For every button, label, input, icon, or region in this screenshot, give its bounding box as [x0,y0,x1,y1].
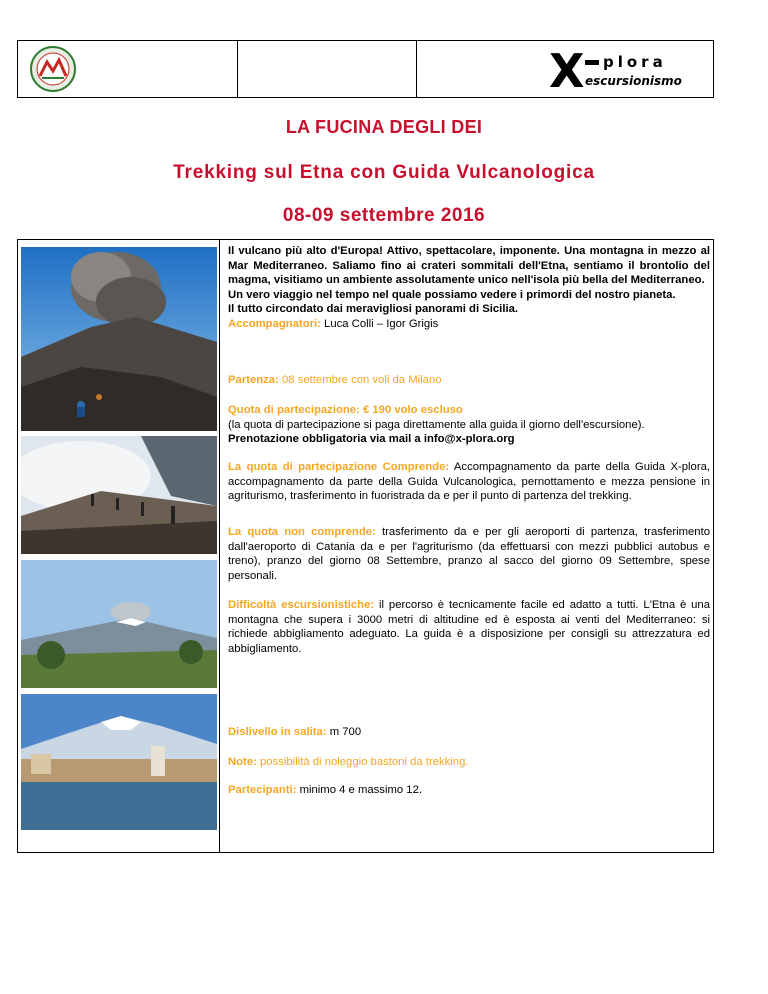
difficolta-section [228,598,710,656]
comprende-section [228,460,710,504]
page-title: LA FUCINA DEGLI DEI [285,117,483,137]
non-comprende-section [228,525,710,583]
event-dates: 08-09 settembre 2016 [282,205,486,226]
intro-text-2: Un vero viaggio nel tempo nel quale possiamo vedere i primordi del nostro pianeta. [228,288,676,301]
note-row [228,755,710,770]
partecipanti-label: Partecipanti: [228,784,297,796]
accompagnatori-value: Luca Colli – Igor Grigis [324,317,439,330]
hikers-ridge-photo [21,436,217,554]
xplora-logo [547,47,707,91]
quota-value: € 190 volo escluso [362,404,463,416]
partecipanti-value: minimo 4 e massimo 12. [299,784,423,796]
intro-section [228,244,710,331]
accompagnatori-label: Accompagnatori: [228,317,321,330]
logo-plora: plora [603,53,667,71]
partenza-value: 08 settembre con voli da Milano [282,374,442,386]
dislivello-label: Dislivello in salita: [228,726,327,738]
partenza-label: Partenza: [228,374,279,386]
quota-section [228,403,710,447]
quota-note: (la quota di partecipazione si paga direttamente alla guida il giorno dell'escursione). [228,418,645,431]
note-value: possibilità di noleggio bastoni da trekking. [260,756,469,768]
comprende-label: La quota di partecipazione Comprende: [228,461,450,473]
partenza-row [228,373,710,388]
header-cell-middle [238,41,417,97]
comprende-value: Accompagnamento da parte della Guida X-plora, accompagnamento da parte della Guida Vulcanologica, pernottamento e mezza pensione in agriturismo, trasferimento in fuoristrada da e per il punto di partenza del trekking. [228,461,711,502]
non-comprende-value: trasferimento da e per gli aeroporti di partenza, trasferimento dall'aeroporto di Catania da e per l'agriturismo (da effettuarsi con mezzi pubblici autobus e treno), pranzo del giorno 08 Settembre, pranzo al sacco del giorno 09 Settembre, spese personali. [228,526,711,582]
difficolta-label: Difficoltà escursionistiche: [228,599,375,611]
header-table [17,40,714,98]
etna-landscape-photo [21,560,217,688]
logo-x: X [549,47,585,91]
partecipanti-row [228,783,710,798]
header-cell-right [417,41,713,97]
page-subtitle: Trekking sul Etna con Guida Vulcanologica [173,162,595,183]
difficolta-value: il percorso è tecnicamente facile ed adatto a tutti. L'Etna è una montagna che supera i 3000 metri di altitudine ed è esposta ai venti del Mediterraneo: si richiede abbigliamento adeguato. La guida è a disposizione per consigli su attrezzatura ed abbigliamento. [228,599,710,655]
accompagnatori-row [228,317,710,332]
cai-logo-icon [28,44,108,94]
header-cell-left [18,41,238,97]
dislivello-row [228,725,710,740]
prenotazione-text: Prenotazione obbligatoria via mail a info@x-plora.org [228,433,515,445]
non-comprende-label: La quota non comprende: [228,526,376,538]
dislivello-value: m 700 [329,726,362,738]
note-label: Note: [228,756,257,768]
etna-harbour-photo [21,694,217,830]
logo-escursionismo: escursionismo [585,74,682,88]
photo-column [18,240,220,852]
content-table [17,239,714,853]
intro-text-1: Il vulcano più alto d'Europa! Attivo, spettacolare, imponente. Una montagna in mezzo al Mar Mediterraneo. Saliamo fino ai crateri sommitali dell'Etna, sentiamo il brontolio del magma, visitiamo un ambiente assolutamente unico nell'isola più bella del Mediterraneo. [228,245,710,286]
etna-eruption-photo [21,247,217,431]
quota-label: Quota di partecipazione: [228,404,360,416]
intro-text-3: Il tutto circondato dai meravigliosi panorami di Sicilia. [228,303,519,315]
